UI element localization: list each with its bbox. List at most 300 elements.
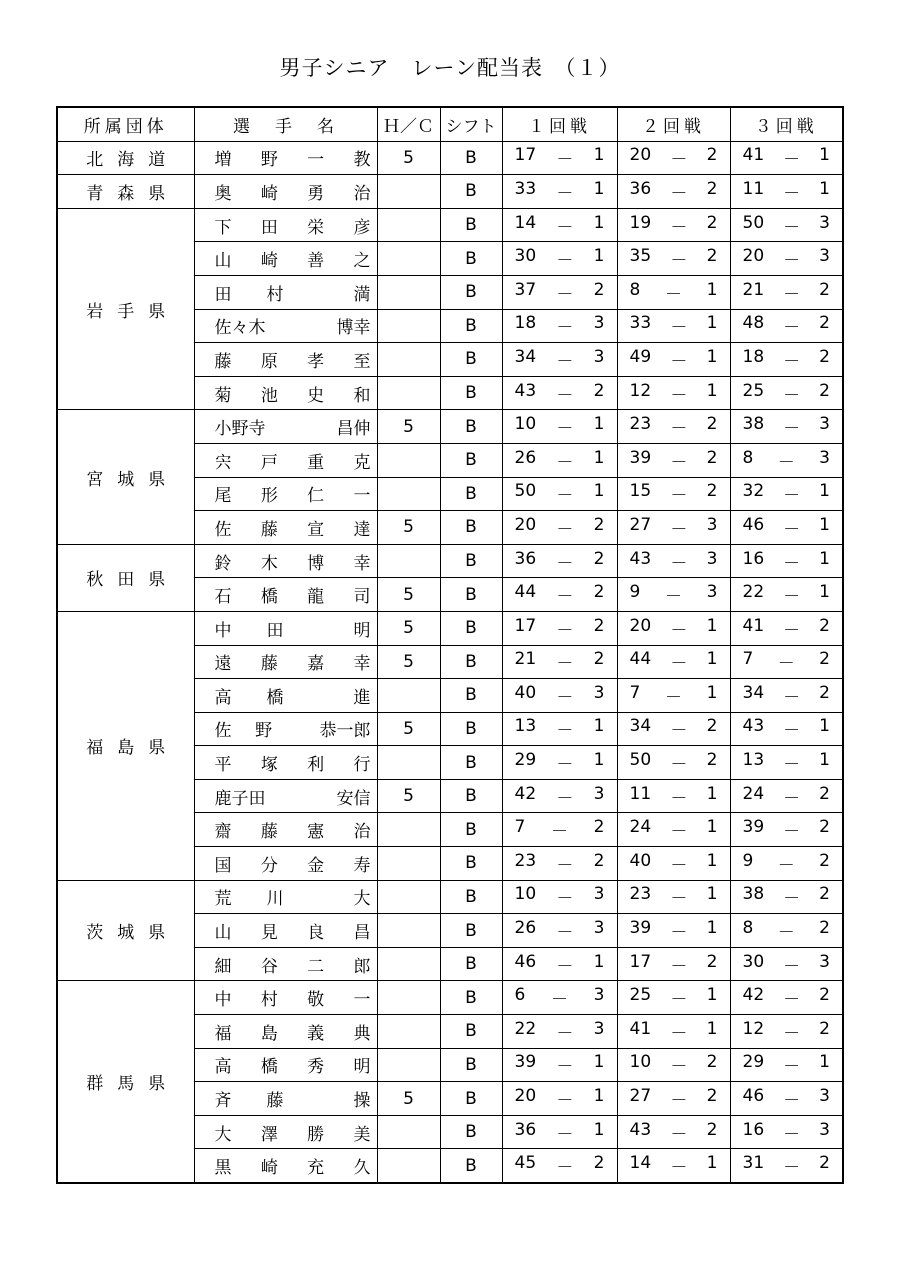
lane-separator: － [670,385,688,406]
lane-assignment [515,582,605,607]
lane-assignment [630,649,718,674]
lane-assignment [515,1086,605,1111]
lane-separator: － [783,183,801,204]
lane-assignment [743,851,831,876]
lane-number: 7 [629,682,641,703]
lane-assignment [743,347,831,372]
lane-separator: － [670,990,688,1011]
lane-separator: － [556,1158,574,1179]
lane-number: 8 [629,279,641,300]
player-name [215,582,371,607]
lane-assignment [743,918,831,943]
lane-assignment [515,246,605,271]
lane-cell-round-1 [502,242,617,276]
lane-cell-round-3 [730,679,843,713]
lane-cell-round-2 [617,208,730,242]
shift-cell: B [440,645,502,679]
player-name-part: 幸 [353,553,371,574]
player-name-part: 昌伸 [336,419,371,440]
lane-cell-round-2 [617,1015,730,1049]
header-row [57,107,843,141]
player-name-part: 村 [266,284,284,305]
lane-separator: － [556,150,574,171]
lane-number: 10 [629,1052,652,1073]
lane-cell-round-3 [730,914,843,948]
shift-cell: B [440,376,502,410]
lane-number: 26 [514,918,537,939]
player-name-cell [194,914,377,948]
player-name [215,985,371,1010]
lane-separator: － [783,251,801,272]
lane-number: 30 [742,951,765,972]
handicap-cell [377,1115,440,1149]
lane-number: 33 [514,178,537,199]
lane-position: 2 [706,481,718,502]
player-name-part: 仁 [307,486,325,507]
shift-cell: B [440,914,502,948]
player-name [215,381,371,406]
lane-position: 1 [593,246,605,267]
lane-position: 3 [819,246,830,267]
lane-assignment [743,952,831,977]
player-name-cell [194,511,377,545]
player-name-part: 金 [307,855,325,876]
lane-number: 38 [742,414,765,435]
lane-separator: － [670,217,688,238]
lane-cell-round-3 [730,275,843,309]
lane-position: 2 [593,615,605,636]
player-name-cell [194,611,377,645]
player-name-part: 中 [214,620,232,641]
table-row [57,880,843,914]
lane-position: 3 [819,1119,830,1140]
player-name-part: 一 [353,990,371,1011]
lane-cell-round-2 [617,275,730,309]
lane-cell-round-2 [617,914,730,948]
lane-separator: － [670,251,688,272]
lane-separator: － [670,1023,688,1044]
player-name-part: 原 [260,351,278,372]
lane-position: 1 [819,178,830,199]
lane-position: 1 [819,1052,830,1073]
lane-assignment [743,1052,831,1077]
player-name-part: 荒 [214,889,232,910]
player-name-part: 戸 [260,452,278,473]
shift-cell: B [440,712,502,746]
lane-cell-round-1 [502,847,617,881]
lane-cell-round-1 [502,1015,617,1049]
lane-number: 20 [629,615,652,636]
lane-position: 3 [706,548,718,569]
lane-separator: － [665,687,682,708]
shift-cell: B [440,679,502,713]
lane-separator: － [777,654,795,675]
lane-cell-round-1 [502,511,617,545]
lane-separator: － [783,990,801,1011]
player-name-cell [194,578,377,612]
lane-number: 17 [514,615,537,636]
lane-separator: － [670,351,688,372]
player-name-cell [194,443,377,477]
player-name-part: 山 [214,923,232,944]
lane-cell-round-1 [502,611,617,645]
lane-position: 1 [593,178,605,199]
lane-separator: － [556,452,574,473]
lane-number: 7 [514,817,526,838]
lane-position: 1 [593,447,605,468]
lane-position: 2 [706,178,718,199]
player-name [215,280,371,305]
lane-position: 2 [593,279,605,300]
player-name-part: 谷 [260,956,278,977]
player-name-cell [194,410,377,444]
table-row [57,208,843,242]
lane-cell-round-3 [730,1015,843,1049]
player-name-part: 田 [214,284,232,305]
lane-assignment [630,313,718,338]
lane-number: 13 [742,750,765,771]
player-name-part: 和 [353,385,371,406]
lane-separator: － [783,217,801,238]
player-name-part: 史 [307,385,325,406]
lane-position: 3 [819,1086,830,1107]
shift-cell: B [440,309,502,343]
shift-cell: B [440,242,502,276]
lane-position: 1 [706,1153,718,1174]
lane-position: 1 [706,346,718,367]
lane-number: 23 [629,414,652,435]
lane-number: 39 [629,447,652,468]
player-name-part: 鈴 [214,553,232,574]
lane-cell-round-3 [730,981,843,1015]
player-name [215,750,371,775]
table-row [57,544,843,578]
lane-cell-round-3 [730,309,843,343]
player-name-part: 孝 [307,351,325,372]
lane-number: 31 [742,1153,765,1174]
player-name-part: 菊 [214,385,232,406]
lane-position: 2 [593,380,605,401]
lane-cell-round-1 [502,376,617,410]
lane-position: 2 [706,750,718,771]
lane-number: 39 [629,918,652,939]
player-name-cell [194,175,377,209]
lane-cell-round-3 [730,1082,843,1116]
lane-separator: － [556,284,574,305]
player-name [215,649,371,674]
player-name [215,1052,371,1077]
shift-cell: B [440,880,502,914]
lane-position: 2 [593,649,605,670]
player-name-part: 田 [260,217,278,238]
lane-number: 18 [514,313,537,334]
lane-number: 49 [629,346,652,367]
lane-separator: － [556,755,574,776]
lane-cell-round-1 [502,343,617,377]
player-name-cell [194,645,377,679]
player-name-part: 藤 [266,1091,284,1112]
lane-separator: － [556,956,574,977]
player-name-part: 久 [353,1158,371,1179]
lane-cell-round-2 [617,376,730,410]
player-name-part: 塚 [260,755,278,776]
lane-cell-round-2 [617,847,730,881]
lane-position: 2 [706,414,718,435]
handicap-cell [377,544,440,578]
lane-assignment-table [56,106,844,1184]
lane-position: 1 [706,313,718,334]
lane-cell-round-2 [617,544,730,578]
lane-assignment [630,1120,718,1145]
player-name-part: 栄 [307,217,325,238]
lane-position: 1 [706,649,718,670]
shift-cell: B [440,477,502,511]
lane-separator: － [556,251,574,272]
shift-cell: B [440,981,502,1015]
handicap-cell: 5 [377,712,440,746]
lane-number: 42 [742,985,765,1006]
player-name-part: 形 [260,486,278,507]
lane-assignment [743,448,831,473]
player-name-part: 進 [353,687,371,708]
lane-assignment [630,381,718,406]
lane-assignment [515,313,605,338]
lane-position: 1 [593,951,605,972]
lane-assignment [515,381,605,406]
lane-position: 3 [819,951,830,972]
handicap-cell [377,376,440,410]
lane-separator: － [556,351,574,372]
lane-cell-round-1 [502,1115,617,1149]
lane-cell-round-2 [617,947,730,981]
lane-separator: － [670,519,688,540]
handicap-cell: 5 [377,645,440,679]
player-name-part: 山 [214,251,232,272]
lane-assignment [743,649,831,674]
lane-number: 23 [629,884,652,905]
lane-cell-round-1 [502,746,617,780]
player-name-part: 達 [353,519,371,540]
lane-assignment [515,985,605,1010]
lane-separator: － [783,687,801,708]
shift-cell: B [440,611,502,645]
lane-separator: － [783,822,801,843]
handicap-cell [377,1149,440,1183]
lane-separator: － [556,519,574,540]
player-name-cell [194,477,377,511]
player-name-part: 橋 [260,1057,278,1078]
player-name [215,313,371,338]
player-name-part: 藤 [260,519,278,540]
lane-assignment [630,918,718,943]
lane-separator: － [556,721,574,742]
handicap-cell [377,914,440,948]
lane-assignment [743,145,831,170]
lane-separator: － [783,318,801,339]
header-round-3: ３回戦 [730,107,843,141]
lane-assignment [630,448,718,473]
player-name-cell [194,242,377,276]
lane-separator: － [670,183,688,204]
lane-number: 16 [742,1119,765,1140]
lane-number: 41 [742,615,765,636]
lane-position: 2 [706,145,718,166]
lane-number: 34 [629,716,652,737]
lane-separator: － [665,284,682,305]
lane-assignment [743,884,831,909]
shift-cell: B [440,511,502,545]
lane-position: 2 [593,582,605,603]
lane-separator: － [777,923,795,944]
player-name-part: 宣 [307,519,325,540]
lane-separator: － [556,855,574,876]
lane-assignment [630,582,718,607]
player-name-part: 島 [260,1023,278,1044]
player-name-part: 秀 [307,1057,325,1078]
lane-cell-round-3 [730,746,843,780]
player-name [215,952,371,977]
lane-position: 1 [819,750,830,771]
player-name-part: 行 [353,755,371,776]
player-name [215,716,371,741]
player-name-part: 崎 [260,1158,278,1179]
lane-cell-round-2 [617,443,730,477]
lane-cell-round-1 [502,410,617,444]
lane-separator: － [777,855,795,876]
lane-assignment [630,952,718,977]
lane-assignment [743,1019,831,1044]
prefecture-cell: 北海道 [57,141,194,175]
page-title: 男子シニア レーン配当表 （１） [279,56,621,80]
lane-position: 1 [706,682,718,703]
lane-number: 50 [629,750,652,771]
player-name-part: 佐々木 [214,318,266,339]
lane-position: 3 [706,582,718,603]
lane-separator: － [556,587,574,608]
player-name-cell [194,1115,377,1149]
lane-separator: － [783,788,801,809]
lane-cell-round-1 [502,141,617,175]
lane-number: 37 [514,279,537,300]
player-name-part: 典 [353,1023,371,1044]
lane-number: 45 [514,1153,537,1174]
lane-separator: － [556,217,574,238]
lane-number: 33 [629,313,652,334]
player-name-part: 斉 [214,1091,232,1112]
player-name [215,213,371,238]
lane-cell-round-2 [617,712,730,746]
lane-position: 2 [819,985,830,1006]
lane-cell-round-1 [502,1149,617,1183]
lane-separator: － [556,1091,574,1112]
lane-assignment [630,280,718,305]
handicap-cell [377,309,440,343]
lane-cell-round-3 [730,410,843,444]
lane-assignment [515,784,605,809]
lane-cell-round-1 [502,1082,617,1116]
lane-position: 1 [706,1018,718,1039]
lane-separator: － [556,1057,574,1078]
prefecture-cell: 岩手県 [57,208,194,410]
lane-cell-round-1 [502,880,617,914]
lane-number: 48 [742,313,765,334]
player-name-part: 大 [214,1124,232,1145]
header-hc: Ｈ／Ｃ [377,107,440,141]
lane-cell-round-1 [502,1048,617,1082]
lane-cell-round-3 [730,611,843,645]
lane-number: 24 [629,817,652,838]
lane-assignment [743,280,831,305]
lane-position: 1 [593,750,605,771]
lane-number: 22 [742,582,765,603]
lane-number: 17 [629,951,652,972]
lane-assignment [743,1153,831,1178]
lane-number: 14 [629,1153,652,1174]
player-name-part: 博幸 [336,318,371,339]
lane-separator: － [670,822,688,843]
lane-cell-round-3 [730,578,843,612]
player-name-part: 克 [353,452,371,473]
lane-assignment [743,381,831,406]
player-name-cell [194,679,377,713]
lane-cell-round-2 [617,880,730,914]
lane-number: 14 [514,212,537,233]
lane-assignment [743,817,831,842]
handicap-cell: 5 [377,410,440,444]
lane-position: 1 [706,850,718,871]
lane-position: 3 [593,985,605,1006]
player-name-part: 良 [307,923,325,944]
player-name-part: 龍 [307,587,325,608]
lane-separator: － [783,519,801,540]
lane-position: 2 [593,514,605,535]
lane-position: 1 [706,817,718,838]
lane-number: 9 [629,582,641,603]
lane-assignment [630,515,718,540]
player-name-part: 分 [260,855,278,876]
handicap-cell [377,242,440,276]
player-name-part: 橋 [260,587,278,608]
lane-assignment [630,784,718,809]
prefecture-cell: 福島県 [57,611,194,880]
lane-assignment [630,1052,718,1077]
lane-position: 1 [706,918,718,939]
lane-number: 42 [514,783,537,804]
lane-cell-round-1 [502,679,617,713]
player-name [215,1120,371,1145]
player-name-part: 嘉 [307,654,325,675]
player-name-part: 村 [260,990,278,1011]
lane-number: 44 [629,649,652,670]
prefecture-cell: 青森県 [57,175,194,209]
player-name-cell [194,544,377,578]
lane-cell-round-2 [617,242,730,276]
lane-position: 2 [819,615,830,636]
player-name-part: 博 [307,553,325,574]
lane-assignment [515,1120,605,1145]
shift-cell: B [440,746,502,780]
lane-position: 1 [593,212,605,233]
lane-assignment [743,179,831,204]
lane-cell-round-2 [617,1115,730,1149]
lane-separator: － [783,419,801,440]
handicap-cell: 5 [377,511,440,545]
handicap-cell: 5 [377,578,440,612]
player-name-part: 勝 [307,1124,325,1145]
lane-assignment [515,179,605,204]
lane-cell-round-2 [617,477,730,511]
handicap-cell: 5 [377,779,440,813]
